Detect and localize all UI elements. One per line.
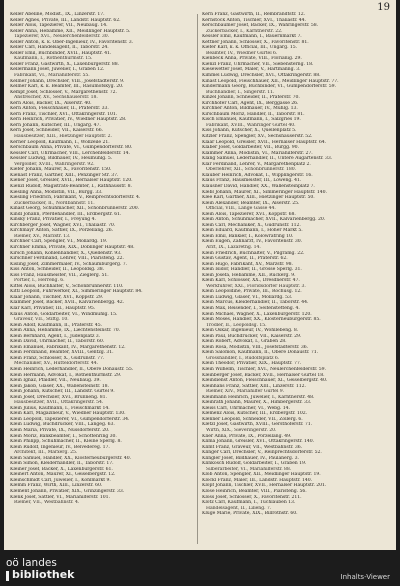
- directory-entry: Klein Ludwig, Buchdrucker, VIII., Langeg. 63.: [10, 422, 115, 428]
- directory-entry: Klingler Josef, Bildhauer, IV., Paulanerg. 3.: [202, 455, 299, 461]
- directory-entry: Beamter, IV., Wiedner Gürtel 6.: [206, 50, 278, 56]
- directory-entry: Klein Salomon, Kaufmann, II., Obere Donaustr. 71.: [202, 350, 318, 356]
- directory-entry: Klose Heinrich, Beamter, VIII., Piaristeng. 56.: [202, 489, 307, 495]
- directory-entry: Kirchmayr Anton, Sattler, IX., Porzellang. 26.: [10, 228, 114, 234]
- directory-entry: Kern Heinrich, Privatier, IV., Wiedner Hauptstr. 28.: [10, 117, 127, 123]
- directory-entry: Kiss Franz, Hausmeister, VII., Zieglerg. 51.: [10, 272, 109, 278]
- directory-entry: Kempf Josef, Schlosser, V., Margarethenstr. 72.: [10, 89, 117, 95]
- directory-entry: Klein Franz, Schlosser, X., Gudrunstr. 77.: [10, 355, 105, 361]
- directory-entry: Klein Eugen, Zahnarzt, IV., Favoritenstr. 30.: [202, 239, 303, 245]
- directory-entry: Klein Robert, Advokat, I., Graben 28.: [202, 339, 287, 345]
- directory-entry: Arzt, IX., Lazarethg. 14.: [206, 244, 261, 250]
- directory-entry: Klein Paul, Buchdrucker, VII., Kaiserstr. 29.: [202, 333, 302, 339]
- directory-entry: Kleindienst Anton, Fleischhauer, XI., Geiselbergstr. 40.: [202, 378, 328, 384]
- directory-entry: Kaufmann, I., Rothenthurmstr. 15.: [14, 56, 93, 62]
- directory-entry: Buchhändler, I., Singerstr. 11.: [206, 89, 275, 95]
- directory-entry: Klier Anna, Private, IX., Porzellang. 49.: [202, 433, 292, 439]
- directory-entry: Kerschbaumer Josef, Bäcker, IX., Währingerstr. 58.: [202, 23, 319, 29]
- directory-entry: Klein Josefa, Hebamme, XII., Ruckerg. 9.: [202, 272, 296, 278]
- directory-entry: Fabrikant, XVIII., Währinger Gürtel 40.: [206, 122, 296, 128]
- directory-entry: Kirchner Emma, Private, XIX., Döblinger Hauptstr. 48.: [10, 244, 135, 250]
- directory-entry: Kienzl Franz, Uhrmacher, VII., Siebensterng. 18.: [202, 61, 314, 67]
- directory-entry: Riemer, XV., Märzstr. 13.: [14, 233, 71, 239]
- column-divider: [197, 14, 198, 544]
- directory-entry: Klein Leopoldine, Private, III., Rochusg. 12.: [202, 289, 302, 295]
- directory-entry: Klimt Franz, Graveur, VII., Westbahnstr. 36.: [202, 444, 303, 450]
- directory-entry: Kerschbaum Anna, Private, VI., Gumpendorferstr. 80.: [10, 145, 133, 151]
- directory-entry: Kiener Josef, Greisler, XVII., Hernalser Hauptstr. 120.: [10, 178, 133, 184]
- directory-entry: Vergolder, XVIII., Währingerstr. 92.: [14, 161, 95, 167]
- directory-entry: Klein Hermann, Advokat, I., Rothenthurmstr. 29.: [10, 372, 122, 378]
- logo-line-2: bibliothek: [12, 568, 75, 581]
- directory-entry: Keller Abeline, Modist., IX., Linzerstr. 17.: [10, 12, 105, 17]
- directory-entry: Klein David, Uhrmacher, II., Taborstr. 60.: [10, 339, 105, 345]
- directory-entry: Klement Johann, Privatier, XIX., Grinzingerstr. 33.: [10, 489, 125, 495]
- directory-entry: Klein Simon, Kleiderhändler, II., Taborstr. 17.: [10, 461, 114, 467]
- directory-entry: Kirchhofer Carl, Agent, IX., Berggasse 26.: [202, 100, 299, 106]
- directory-entry: Kloss Josef, Schlosser, X., Favoritenstr. 211.: [202, 494, 302, 500]
- directory-entry: Klopf Johann, Tischler, XVII., Hernalser Hauptstr. 201.: [202, 483, 327, 489]
- directory-entry: Klein Marcus, Kleiderhändler, II., Taborstr. 44.: [202, 300, 309, 306]
- directory-entry: Klemm Franz, Wirth, XIII., Linzerstr. 60.: [10, 483, 103, 489]
- directory-entry: Kiesling Anna, Modistin, VII., Burgg. 33.: [10, 189, 103, 195]
- directory-entry: Kiss Johann, Kutscher, X., Quellenplatz 5.: [202, 128, 297, 134]
- directory-entry: Kessler Ludwig, Bildhauer, IV., Heumühlg. 5.: [10, 156, 113, 162]
- directory-entry: Klauber Heinrich, Advokat, I., Wipplingerstr. 16.: [202, 172, 313, 178]
- directory-entry: Klammer Anna, Modistin, VI., Mariahilferstr. 27.: [202, 150, 313, 156]
- directory-entry: Klöckl Franz, Maler, III., Landstr. Hauptstr. 140.: [202, 477, 312, 483]
- directory-entry: Keller Franz, Gastwirth, X., Laxenburgerstr. 88.: [10, 61, 120, 67]
- directory-entry: Klein Adolf, Kaufmann, II., Praterstr. 45.: [10, 322, 103, 328]
- directory-entry: Klein Michael, Wagner, X., Laxenburgerstr. 120.: [202, 311, 312, 317]
- directory-entry: Riemer, VII., Westbahnstr. 4.: [14, 500, 80, 506]
- directory-entry: Hausbesitzer, XVII., Ottakringerstr. 54.: [14, 400, 104, 406]
- directory-entry: Klein Oskar, Ingenieur, IV., Wohllebeng. 8.: [202, 328, 299, 334]
- directory-entry: Klein Alois, Tapezierer, XVI., Koppstr. 68.: [202, 211, 296, 217]
- directory-entry: Klein Leopold, Tapezierer, VI., Gumpendorferstr. 34.: [10, 416, 130, 422]
- directory-entry: Kienzl Rudolf, Magistrats-Beamter, I., Rathhausstr. 8.: [10, 183, 132, 189]
- directory-entry: Klotz Carl, Kaufmann, I., Tuchlauben 13.: [202, 500, 296, 506]
- directory-entry: Klein Rosa, Modistin, VIII., Josefstädterstr. 36.: [202, 344, 309, 350]
- directory-entry: Klar Karl, Privatier, III., Hauptstr. 95.: [10, 305, 96, 311]
- directory-entry: Kern Franz, Tischler, XVI., Ottakringerstr. 101.: [10, 111, 118, 117]
- directory-entry: Kern Johann, Kutscher, III., Ungarg. 47.: [10, 122, 101, 128]
- directory-entry: Kienbeck Anna, Private, VIII., Florianig. 29.: [202, 56, 302, 62]
- directory-entry: Klein Moses, Händler, XX., Klosterneuburgerstr. 85.: [202, 317, 321, 323]
- directory-entry: Kerner Leopold, Kaufmann, I., Wollzeile 21.: [10, 139, 110, 145]
- directory-entry: Kiss Anton, Schneider, II., Leopoldsg. 38.: [10, 267, 105, 273]
- directory-entry: Klein Alexander, Beamter, IX., Alserstr. 25.: [202, 200, 300, 206]
- directory-entry: Kinast Leopold, Fleischhauer, XII., Meidlinger Hauptstr. 77.: [202, 78, 339, 84]
- directory-entry: Kleiner Josef, Bäcker, X., Laxenburgerstr. 61.: [10, 466, 113, 472]
- directory-entry: Klein Karl, Magazineur, V., Wiedner Hauptstr. 130.: [10, 411, 126, 417]
- directory-entry: Klein Anna, Hebamme, IX., Liechtensteinstr. 70.: [10, 328, 121, 334]
- directory-entry: Kellner Karl, k. k. Beamter, III., Rasumofskyg. 20.: [10, 84, 124, 90]
- directory-entry: Mechaniker, XV., Hütteldorferstr. 44.: [14, 361, 99, 367]
- directory-entry: Kirchner Anton, Bildhauer, IV., Mühlg. 13.: [202, 106, 298, 112]
- directory-entry: Keller Emil, Buchbinder, XVII., Hauptstr. 41.: [10, 50, 112, 56]
- directory-entry: Klenk Josef, Sattler, VI., Mariahilferstr. 101.: [10, 494, 110, 500]
- directory-entry: Klein Philipp, Schuhmacher, II., Kleine Sperlg. 8.: [10, 439, 122, 445]
- directory-entry: Kiefer Johann, Maurer, X., Favoritenstr. 150.: [10, 167, 112, 173]
- directory-entry: Fabrikant, VI., Mariahilferstr. 55.: [14, 73, 90, 79]
- directory-entry: Klein Anton, Schuhmacher, XVII., Kalvarienbergg. 20.: [202, 217, 326, 223]
- directory-entry: Keller Agnes, Private, III., Landstr. Hauptstr. 62.: [10, 17, 121, 23]
- directory-entry: Klein Julius, Kaufmann, I., Fleischmarkt 14.: [10, 405, 110, 411]
- directory-entry: Kirchberger Josef, Wagner, XVI., Thaliastr. 70.: [10, 222, 116, 228]
- directory-entry: Kernstock Anton, Tischler, XVI., Thaliastr. 44.: [202, 17, 306, 23]
- directory-entry: Kleiss Carl, Uhrmacher, VI., Webg. 14.: [202, 405, 290, 411]
- directory-entry: Hausbesitzer, XIII., Hietzinger Hauptstr. 2.: [14, 134, 112, 140]
- directory-entry: Klang Samuel, Lederhändler, II., Untere Augartenstr. 33.: [202, 156, 333, 162]
- directory-entry: Klein Johann, Kutscher, III., Landstr. Gürtel 9.: [10, 389, 115, 395]
- directory-entry: Kinast Georg, Schuhmacher, XII., Schönbrunnerstr. 200.: [10, 206, 139, 212]
- directory-entry: Kettner Johann, Schlosser, X., Favoritenstr. 81.: [202, 39, 309, 45]
- directory-entry: Keller Alois, Tapezierer, VII., Neubaug. 14.: [10, 23, 108, 29]
- directory-entry: Kinsky Franz, Privatier, I., Freyung 4.: [10, 217, 96, 223]
- directory-entry: Klein Ludwig, Glaser, VI., Mollardg. 53.: [202, 294, 293, 300]
- page-number: 19: [377, 2, 390, 13]
- directory-entry: Grosshändler, I., Rudolfsplatz 6.: [206, 355, 280, 361]
- directory-entry: Klob Anton, Spengler, XII., Meidlinger Hauptstr. 19.: [202, 472, 321, 478]
- directory-entry: Klammer Josef, Bäcker, XVII., Kalvarienbergg. 42.: [10, 300, 125, 306]
- directory-entry: Klein Emanuel, Fabrikant, IV., Margarethenstr. 12.: [10, 344, 126, 350]
- library-logo[interactable]: [6, 558, 74, 581]
- directory-entry: Kluge Marie, Private, XIX., Billrothstr. 60.: [202, 511, 298, 517]
- directory-entry: Portier, I., Herreng. 6.: [14, 278, 65, 284]
- directory-entry: Kittl Leopold, Fuhrwerker, XI., Simmeringer Hauptstr. 84.: [10, 289, 143, 295]
- directory-entry: Kleinrath Johann, Maurer, X., Himbergerstr. 33.: [202, 400, 312, 406]
- directory-entry: Klein Maria, Private, IX., Nussdorferstr. 20.: [10, 428, 110, 434]
- directory-entry: Keller Anton, k. k. Ober-Ingenieur, IV., Favoritenstr. 3.: [10, 39, 134, 45]
- directory-entry: Klein Jakob, Glaser, XX., Wallensteinstr. 18.: [10, 383, 109, 389]
- directory-entry: Klein Samuel, Händler, XX., Klosterneuburgerstr. 40.: [10, 455, 132, 461]
- directory-entry: Riemer, XIV., Mariahilfer Gürtel 9.: [206, 389, 285, 395]
- directory-entry: Zuckerbäcker, I., Kärntnerstr. 22.: [206, 28, 283, 34]
- directory-entry: Klein Ignaz, Pfaidler, VII., Neubaug. 39.: [10, 378, 101, 384]
- directory-entry: Keller Carl, Handelsagent, II., Taborstr. 24.: [10, 45, 109, 51]
- directory-entry: Anstreicher, XV., Sechshauserstr. 18.: [14, 95, 98, 101]
- directory-entry: Silberarbeiter, VI., Mariahilferstr. 88.: [206, 466, 292, 472]
- directory-entry: Kern Josef, Schneider, VII., Kaiserstr. 66.: [10, 128, 104, 134]
- directory-entry: Architekt, III., Marxerg. 25.: [14, 450, 78, 456]
- directory-entry: Klein Karl, Schlosser, XX., Dresdnerstr. 47.: [202, 278, 300, 284]
- directory-entry: Klein Bernhard, Agent, I., Judenplatz 3.: [10, 333, 101, 339]
- directory-entry: Klee Karl, Gärtner, XIII., Hietzinger Hauptstr. 50.: [202, 195, 315, 201]
- directory-entry: Klein Emil, Bankier, I., Kolowratring 10.: [202, 233, 294, 239]
- directory-entry: Klein Isidor, Händler, II., Grosse Sperlg. 31.: [202, 267, 302, 273]
- directory-entry: Klein Moriz, Bankbeamter, I., Schottenring 30.: [10, 433, 117, 439]
- directory-entry: Kirchner Carl, Spengler, VI., Mollardg. 19.: [10, 239, 108, 245]
- directory-entry: Kleinhans Franz, Sattler, XIII., Linzerstr. 112.: [202, 383, 306, 389]
- directory-entry: Kienast Franz, Gärtner, XIII., Penzinger Str. 37.: [10, 172, 119, 178]
- directory-entry: Klein Carl, Mechaniker, X., Gudrunstr. 112.: [202, 222, 301, 228]
- directory-entry: Klein Theodor, Privatier, XIX., Hauptstr. 77.: [202, 361, 302, 367]
- directory-entry: Klein Josef, Drechsler, XVI., Brunneng. 81.: [10, 394, 107, 400]
- directory-entry: Handelsagent, II., Lilieng. 7.: [206, 505, 272, 511]
- right-column: [202, 12, 386, 548]
- directory-entry: Kellner Johann, Drechsler, VIII., Josefstädterstr. 9.: [10, 78, 125, 84]
- directory-entry: Official, VIII., Lange Gasse 44.: [206, 206, 276, 212]
- directory-entry: Trödler, II., Leopoldsg. 15.: [206, 322, 267, 328]
- directory-entry: Kiesling Friedrich, Fabrikant, V., Reinprechtsdorferstr. 4.: [10, 195, 141, 201]
- left-column: [10, 12, 194, 548]
- directory-entry: Werkführer, XXI., Floridsdorfer Hauptstr. 3.: [206, 283, 306, 289]
- directory-entry: Klenner Leopold, Schneider, VII., Zollerg. 6.: [202, 416, 303, 422]
- directory-entry: Klar Ferdinand, Lehrer, V., Margarethenplatz 2.: [202, 161, 311, 167]
- directory-entry: Kitzler Franz, Spengler, XV., Sechshauserstr. 52.: [202, 134, 313, 140]
- directory-entry: Kirschner Ferdinand, Lehrer, VIII., Piaristeng. 22.: [10, 256, 124, 262]
- directory-entry: Kiefer Karl, k. k. Official, III., Ungarg. 15.: [202, 45, 298, 51]
- directory-entry: Klein Ferdinand, Beamter, XVIII., Gentzg. 31.: [10, 350, 114, 356]
- directory-entry: Kisch Emanuel, Kaufmann, I., Salzgries 19.: [202, 117, 301, 123]
- directory-entry: Wirth, XIX., Sieveringerstr. 20.: [206, 428, 277, 434]
- directory-entry: Kellermann Josef, Juwelier, I., Graben 12.: [10, 67, 105, 73]
- directory-entry: Kisling Josef, Zimmermaler, IV., Schaumburgerg. 7.: [10, 261, 128, 267]
- directory-entry: Klein Friedrich, Buchhalter, V., Pilgramg. 22.: [202, 250, 305, 256]
- directory-entry: Kirschbaum Moriz, Händler, II., Taborstr. 81.: [202, 111, 305, 117]
- directory-entry: Kimmel Ludwig, Drechsler, XVI., Ottakringerstr. 88.: [202, 73, 321, 79]
- directory-entry: Klaber Josef, Goldarbeiter, VII., Burgg. 90.: [202, 145, 299, 151]
- directory-entry: Kindermann Georg, Buchbinder, VI., Gumpendorferstr. 59.: [202, 84, 336, 90]
- document-page: [4, 0, 396, 550]
- directory-entry: Kessler Carl, Uhrmacher, VIII., Lerchenfelderstr. 14.: [10, 150, 130, 156]
- directory-entry: Kittel Alois, Buchhalter, V., Schönbrunnerstr. 110.: [10, 283, 124, 289]
- directory-entry: Klein Wilhelm, Tischler, XVI., Neulerchenfelderstr. 59.: [202, 367, 326, 372]
- directory-entry: Klaar Leopold, Greisler, XVII., Hernalser Hauptstr. 64.: [202, 139, 327, 145]
- directory-entry: Graveur, VII., Stiftg. 10.: [14, 317, 69, 323]
- directory-entry: Klebl Johann, Maurer, XI., Simmeringer Hauptstr. 140.: [202, 189, 327, 195]
- logo-bar-icon: [6, 571, 9, 581]
- directory-entry: Klinkosch Rudolf, Goldarbeiter, I., Graben 19.: [202, 461, 307, 467]
- logo-line-1: oö landes: [6, 557, 57, 569]
- directory-entry: Kern Franz, Gastwirth, II., Rembrandtstr. 12.: [202, 12, 306, 17]
- directory-entry: Klein Rudolf, Ingenieur, IV., Belvedereg. 17.: [10, 444, 110, 450]
- directory-entry: Klein Heinrich, Lederhändler, II., Obere Donaustr. 55.: [10, 367, 134, 372]
- directory-entry: Oberlehrer, XII., Schönbrunnerstr. 180.: [206, 167, 296, 173]
- directory-entry: Kinzel Johann, Schneider, II., Praterstr. 70.: [202, 95, 300, 101]
- directory-entry: Kessler Emil, Kaufmann, I., Bauernmarkt 7.: [202, 34, 302, 40]
- directory-entry: Klein Gustav, Agent, II., Praterstr. 62.: [202, 256, 288, 262]
- directory-entry: Klausner David, Händler, XX., Wallensteinplatz 7.: [202, 183, 315, 189]
- directory-entry: Kern Alois, Bäcker, IX., Alserstr. 40.: [10, 100, 92, 106]
- directory-entry: Klaar Johann, Tischler, XVI., Koppstr. 29.: [10, 294, 104, 300]
- directory-entry: Klima Johann, Greisler, XVI., Ottakringerstr. 140.: [202, 439, 315, 445]
- directory-entry: Klinger Carl, Drechsler, V., Reinprechtsdorferstr. 52.: [202, 450, 322, 456]
- directory-entry: Keller Anna, Hebamme, XII., Meidlinger Hauptstr. 5.: [10, 28, 131, 34]
- directory-entry: Kern Anton, Fleischhauer, II., Praterstr. 33.: [10, 106, 109, 112]
- directory-entry: Zuckerbäcker, II., Nordbahnstr. 11.: [14, 200, 95, 206]
- viewer-label: Inhalts-Viewer: [340, 573, 390, 581]
- directory-entry: Tapezierer, XVI., Neulerchenfelderstr. 30.: [14, 34, 110, 40]
- directory-entry: Klein Eduard, Kaufmann, I., Hoher Markt 5.: [202, 228, 303, 234]
- directory-entry: Kleinschmidt Carl, Juwelier, I., Kohlmarkt 9.: [10, 477, 111, 483]
- directory-entry: Kletzl Josef, Gastwirth, XVIII., Gersthoferstr. 71.: [202, 422, 312, 428]
- directory-entry: Kleinberger Josef, Bäcker, XVII., Hernalser Gürtel 18.: [202, 372, 325, 378]
- directory-entry: Kindl Johann, Pferdehändler, III., Erdbergstr. 61.: [10, 211, 122, 217]
- directory-entry: Klein Hugo, Fabrikant, XV., Märzstr. 98.: [202, 261, 293, 267]
- directory-entry: Klemenz Alois, Kutscher, III., Erdbergstr. 102.: [202, 411, 307, 417]
- directory-entry: Klein Max, Reisender, I., Seitenstetteng. 4.: [202, 305, 300, 311]
- directory-entry: Kleinert Anton, Maurer, XI., Geiselbergstr. 12.: [10, 472, 116, 478]
- directory-entry: Klaus Anton, Goldarbeiter, VI., Windmühlg. 15.: [10, 311, 118, 317]
- directory-entry: Kirsch Johann, Kohlenhändler, X., Quellenstr. 93.: [10, 250, 122, 256]
- directory-entry: Kiesewetter Josef, Maler, V., Hartmanng. 3.: [202, 67, 301, 73]
- directory-entry: Klaus Franz, Hausmeister, III., Löweng. 41.: [202, 178, 302, 184]
- directory-entry: Kleinmann Heinrich, Juwelier, I., Kärntnerstr. 48.: [202, 394, 315, 400]
